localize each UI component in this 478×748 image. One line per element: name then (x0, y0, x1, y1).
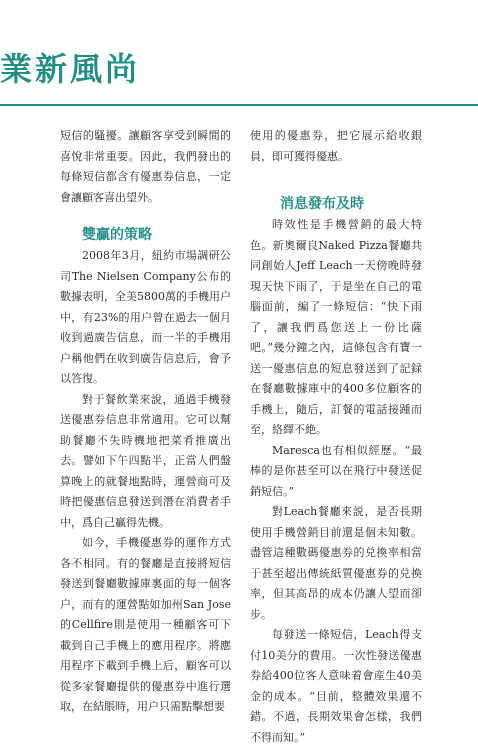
left-paragraph-3: 如今，手機優惠券的運作方式各不相同。有的餐廳是直接將短信發送到餐廳數據庫裏面的每一個客户，而有的運營點如加州San Jose的Cellfire則是使用一種顧客可下載到自己手機上的應用程序。將應用程序下載到手機上后，顧客可以從多家餐廳提供的優惠券中進行選取，在結賬時，用户只需點擊想要 (60, 536, 231, 713)
right-column (250, 126, 422, 748)
right-paragraph-4: 每發送一條短信，Leach得支付10美分的費用。一次性發送優惠券給400位客人意味着會産生40美金的成本。“目前，整體效果還不錯。不過，長期效果會怎樣，我們不得而知。” (250, 628, 422, 744)
page-title: 業新風尚 (0, 50, 141, 88)
left-paragraph-1: 2008年3月，紐約市場調研公司The Nielsen Company公布的數據表明，全美5800萬的手機用户中，有23%的用户曾在過去一個月收到過廣告信息，而一半的手機用户稱他們在收到廣告信息后，會予以答復。 (60, 249, 231, 385)
left-column (60, 126, 231, 718)
right-intro-paragraph: 使用的優惠券，把它展示給收銀員，即可獲得優惠。 (250, 129, 422, 163)
right-paragraph-1: 時效性是手機營銷的最大特色。新奧爾良Naked Pizza餐廳共同創始人Jeff Leach一天傍晚時發現天快下雨了，于是坐在自己的電腦面前，編了一條短信：“快下雨了，讓我們爲您送上一份比薩吧。”幾分鐘之內，這條包含有寶一送一優惠信息的短息發送到了記録在餐廳數據庫中的400多位顧客的手機上，隨后，訂餐的電話接踵而至，絡繹不絶。 (250, 218, 422, 436)
left-intro-paragraph: 短信的騷擾。讓顧客享受到瞬間的喜悅非常重要。因此，我們發出的每條短信都含有優惠券信息，一定會讓顧客喜出望外。 (60, 129, 231, 204)
right-paragraph-3: 對Leach餐廳來説，是否長期使用手機營銷目前還是個未知數。盡管這種數碼優惠券的兑換率相當于甚至超出傳統紙質優惠券的兑換率，但其高昂的成本仍讓人望而卻步。 (250, 505, 422, 621)
right-paragraph-2: Maresca也有相似經歷。“最棒的是你甚至可以在飛行中發送促銷短信。” (250, 443, 422, 498)
section-heading-win-win: 雙贏的策略 (82, 227, 152, 243)
left-paragraph-2: 對于餐飲業來說，通過手機發送優惠券信息非常適用。它可以幫助餐廳不失時機地把菜肴推廣出去。譬如下午四點半，正當人們盤算晚上的就餐地點時，運營商可及時把優惠信息發送到潛在消費者手中，爲自己贏得先機。 (60, 392, 231, 529)
title-rule (0, 104, 478, 106)
section-heading-timely: 消息發布及時 (280, 196, 364, 212)
